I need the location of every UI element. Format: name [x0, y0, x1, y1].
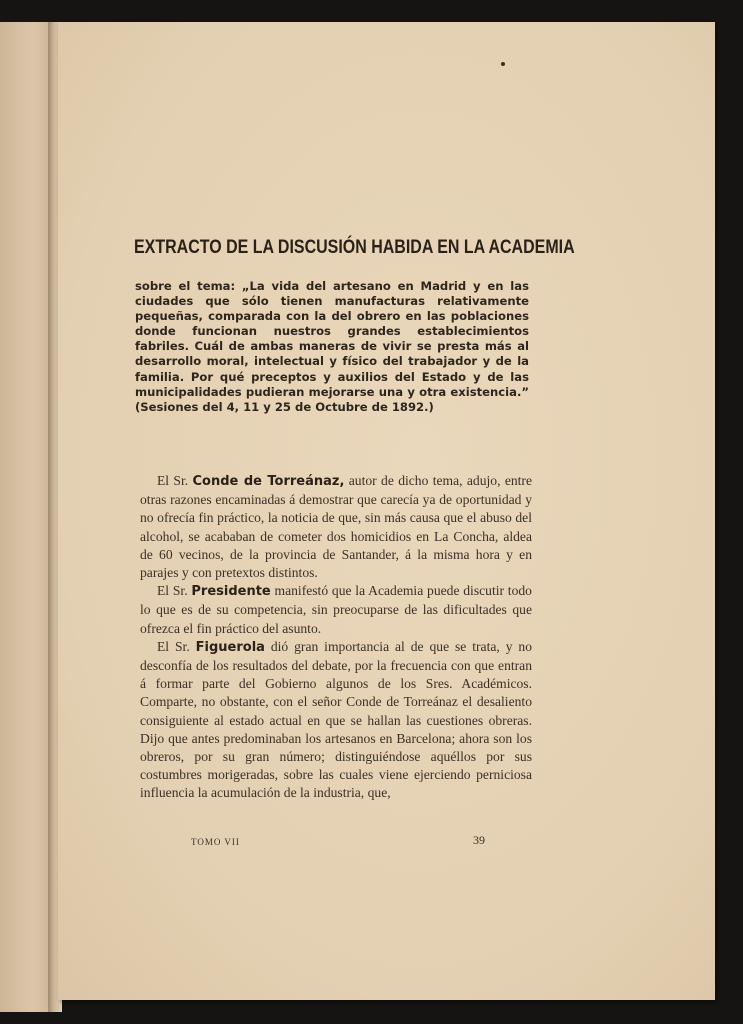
volume-label: TOMO VII [191, 837, 240, 847]
ink-speck [501, 62, 505, 66]
paragraph [140, 638, 532, 803]
paragraph-text: dió gran importancia al de que se trata, y no desconfía de los resultados del debate, por la frecuencia con que entran á formar parte del Gobierno algunos de los Sres. Académicos. Comparte, no obstante, con el señor Conde de Torreánaz el desaliento consiguiente al estado actual en que se hallan las cuestiones obreras. Dijo que antes predominaban los artesanos en Barcelona; ahora son los obreros, por su gran número; distinguiéndose aquéllos por sus costumbres morigeradas, sobre las cuales viene ejerciendo perniciosa influencia la acumulación de la industria, que, [140, 638, 532, 801]
page-number: 39 [473, 833, 485, 847]
paragraph [140, 582, 532, 638]
paragraph-text: autor de dicho tema, adujo, entre otras razones encaminadas á demostrar que carecía ya de oportunidad y no ofrecía fin práctico, la noticia de que, sin más causa que el abuso del alcohol, se acababan de cometer dos homicidios en La Concha, aldea de 60 vecinos, de la provincia de Santander, á la misma hora y en parajes y con pretextos distintos. [140, 473, 532, 581]
article-subtitle: sobre el tema: „La vida del artesano en Madrid y en las ciudades que sólo tienen manufacturas relativamente pequeñas, comparada con la del obrero en las poblaciones donde funcionan nuestros grandes establecimientos fabriles. Cuál de ambas maneras de vivir se presta más al desarrollo moral, intelectual y físico del trabajador y de la familia. Por qué preceptos y auxilios del Estado y de las municipalidades pudieran mejorarse una y otra existencia.” (Sesiones del 4, 11 y 25 de Octubre de 1892.) [135, 279, 529, 414]
paragraph [140, 472, 532, 582]
book-page [58, 22, 715, 1000]
speaker-prefix: El Sr. [157, 638, 196, 654]
speaker-prefix: El Sr. [157, 583, 192, 599]
article-body [140, 472, 532, 803]
article-title: EXTRACTO DE LA DISCUSIÓN HABIDA EN LA ACADEMIA [134, 236, 575, 258]
speaker-name: Presidente [191, 584, 271, 600]
paragraph-text: manifestó que la Academia puede discutir todo lo que es de su competencia, sin preocuparse de las dificultades que ofrezca el fin práctico del asunto. [140, 583, 532, 636]
speaker-name: Figuerola [195, 639, 265, 655]
speaker-prefix: El Sr. [157, 473, 193, 488]
speaker-name: Conde de Torreánaz, [192, 474, 345, 489]
